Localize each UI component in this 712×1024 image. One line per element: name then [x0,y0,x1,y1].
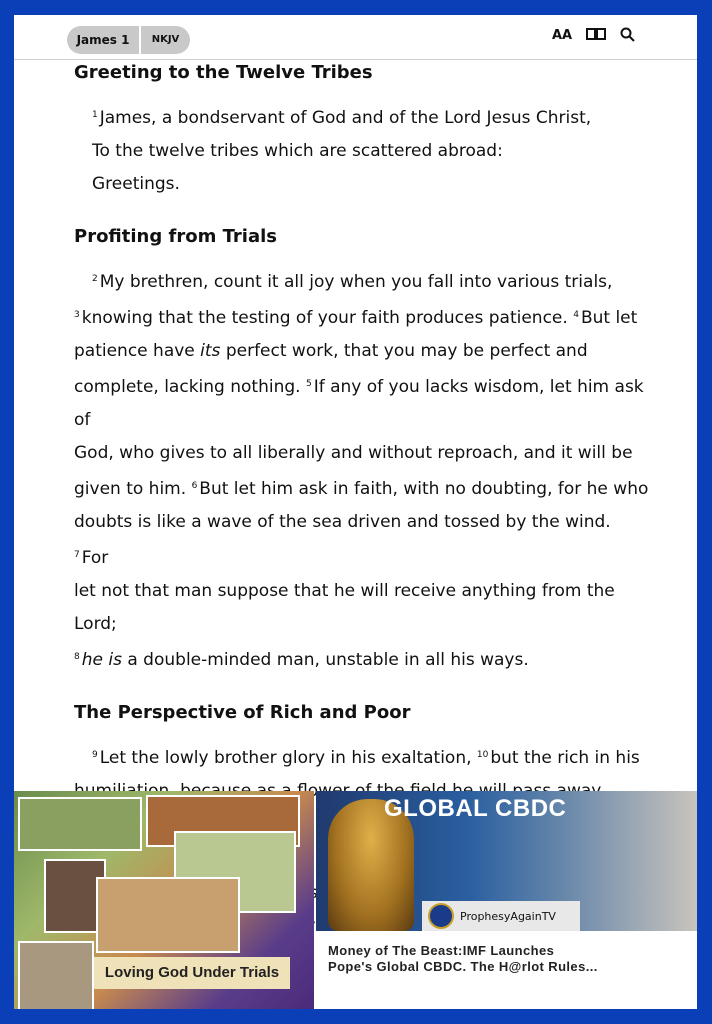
verse-line: $^9$ Let the lowly brother glory in his exaltation, $^{10}$ but the rich in his [92,748,640,768]
video-thumbnail-left[interactable] [14,791,314,1009]
thumbnail-title: GLOBAL CBDC [384,795,567,822]
verse-number: 1 [92,110,98,120]
video-thumbnail-right[interactable] [316,791,697,931]
verse-line: $^2$ My brethren, count it all joy when you fall into various trials, [92,272,613,292]
top-bar [14,15,697,60]
chapter-version-selector[interactable] [67,26,190,54]
channel-name: ProphesyAgainTV [460,909,556,923]
parallel-bible-icon[interactable] [586,27,606,45]
video-caption-right[interactable] [316,931,697,1009]
channel-logo-icon [428,903,454,929]
chapter-button[interactable]: James 1 [67,26,141,54]
verse-line: complete, lacking nothing. $^5$ If any of you lacks wisdom, let him ask of [74,377,644,430]
verse-1[interactable]: $^1$ James, a bondservant of God and of the Lord Jesus Christ, [92,108,592,128]
verse-line: patience have its perfect work, that you may be perfect and [74,341,588,361]
caption-line: Money of The Beast:IMF Launches [328,943,555,958]
verse-line: $^8$ he is a double-minded man, unstable in all his ways. [74,650,529,670]
font-size-icon[interactable]: AA [552,28,573,43]
search-icon[interactable] [620,27,636,47]
verse-line: doubts is like a wave of the sea driven and tossed by the wind. $^7$ For [74,512,611,568]
verse-line: $^3$ knowing that the testing of your faith produces patience. $^4$ But let [74,308,638,328]
verse-line: Greetings. [92,174,180,194]
video-banner [14,791,697,1009]
channel-badge [422,901,580,931]
version-button[interactable]: NKJV [151,34,180,45]
section-heading: Profiting from Trials [74,226,277,247]
section-body [74,251,649,677]
video-caption-left: Loving God Under Trials [94,957,290,989]
verse-line: God, who gives to all liberally and without reproach, and it will be [74,443,633,463]
section-heading: Greeting to the Twelve Tribes [74,62,373,83]
verse-line: To the twelve tribes which are scattered abroad: [92,141,503,161]
verse-line: let not that man suppose that he will receive anything from the Lord; [74,581,615,634]
caption-line: Pope's Global CBDC. The H@rlot Rules... [328,959,598,974]
reader-frame [14,15,697,1009]
section-heading: The Perspective of Rich and Poor [74,702,411,723]
verse-line: given to him. $^6$ But let him ask in faith, with no doubting, for he who [74,479,649,499]
